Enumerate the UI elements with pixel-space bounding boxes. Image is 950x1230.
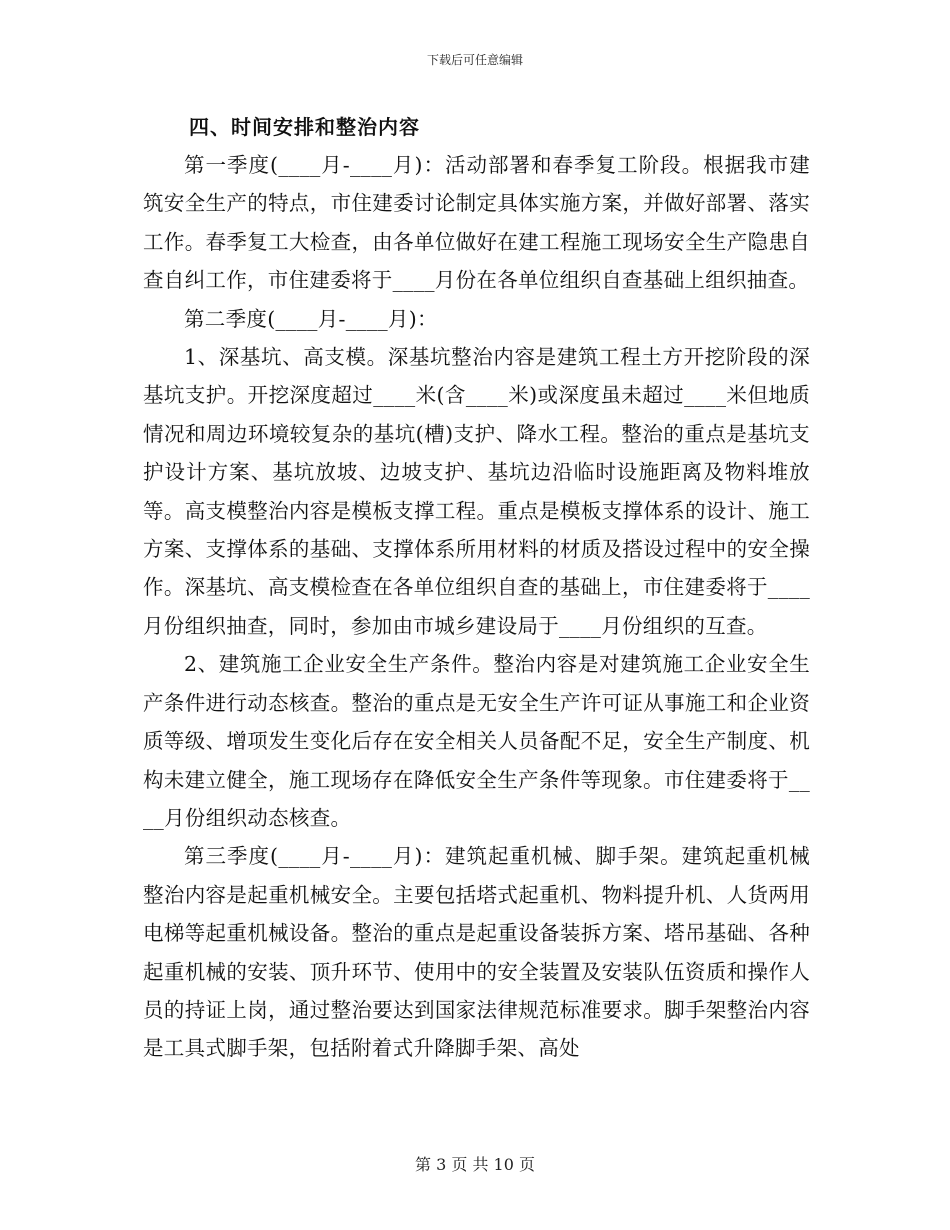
section-heading: 四、时间安排和整治内容 xyxy=(189,115,420,139)
paragraph-q2-item-2: 2、建筑施工企业安全生产条件。整治内容是对建筑施工企业安全生产条件进行动态核查。整治的重点是无安全生产许可证从事施工和企业资质等级、增项发生变化后存在安全相关人员备配不足，安全生产制度、机构未建立健全，施工现场存在降低安全生产条件等现象。市住建委将于____月份组织动态核查。 xyxy=(143,652,810,830)
page-header-note: 下载后可任意编辑 xyxy=(426,53,523,67)
document-body xyxy=(143,108,810,1068)
page-number-footer: 第 3 页 共 10 页 xyxy=(415,1155,535,1174)
paragraph-q1: 第一季度(____月-____月)：活动部署和春季复工阶段。根据我市建筑安全生产的特点，市住建委讨论制定具体实施方案，并做好部署、落实工作。春季复工大检查，由各单位做好在建工程施工现场安全生产隐患自查自纠工作，市住建委将于____月份在各单位组织自查基础上组织抽查。 xyxy=(143,153,810,293)
paragraph-q3: 第三季度(____月-____月)：建筑起重机械、脚手架。建筑起重机械整治内容是起重机械安全。主要包括塔式起重机、物料提升机、人货两用电梯等起重机械设备。整治的重点是起重设备装拆方案、塔吊基础、各种起重机械的安装、顶升环节、使用中的安全装置及安装队伍资质和操作人员的持证上岗，通过整治要达到国家法律规范标准要求。脚手架整治内容是工具式脚手架，包括附着式升降脚手架、高处 xyxy=(143,844,810,1061)
paragraph-q2-heading: 第二季度(____月-____月)： xyxy=(184,306,438,331)
paragraph-q2-item-1: 1、深基坑、高支模。深基坑整治内容是建筑工程土方开挖阶段的深基坑支护。开挖深度超过____米(含____米)或深度虽未超过____米但地质情况和周边环境较复杂的基坑(槽)支护、降水工程。整治的重点是基坑支护设计方案、基坑放坡、边坡支护、基坑边沿临时设施距离及物料堆放等。高支模整治内容是模板支撑工程。重点是模板支撑体系的设计、施工方案、支撑体系的基础、支撑体系所用材料的材质及搭设过程中的安全操作。深基坑、高支模检查在各单位组织自查的基础上，市住建委将于____月份组织抽查，同时，参加由市城乡建设局于____月份组织的互查。 xyxy=(143,345,810,638)
